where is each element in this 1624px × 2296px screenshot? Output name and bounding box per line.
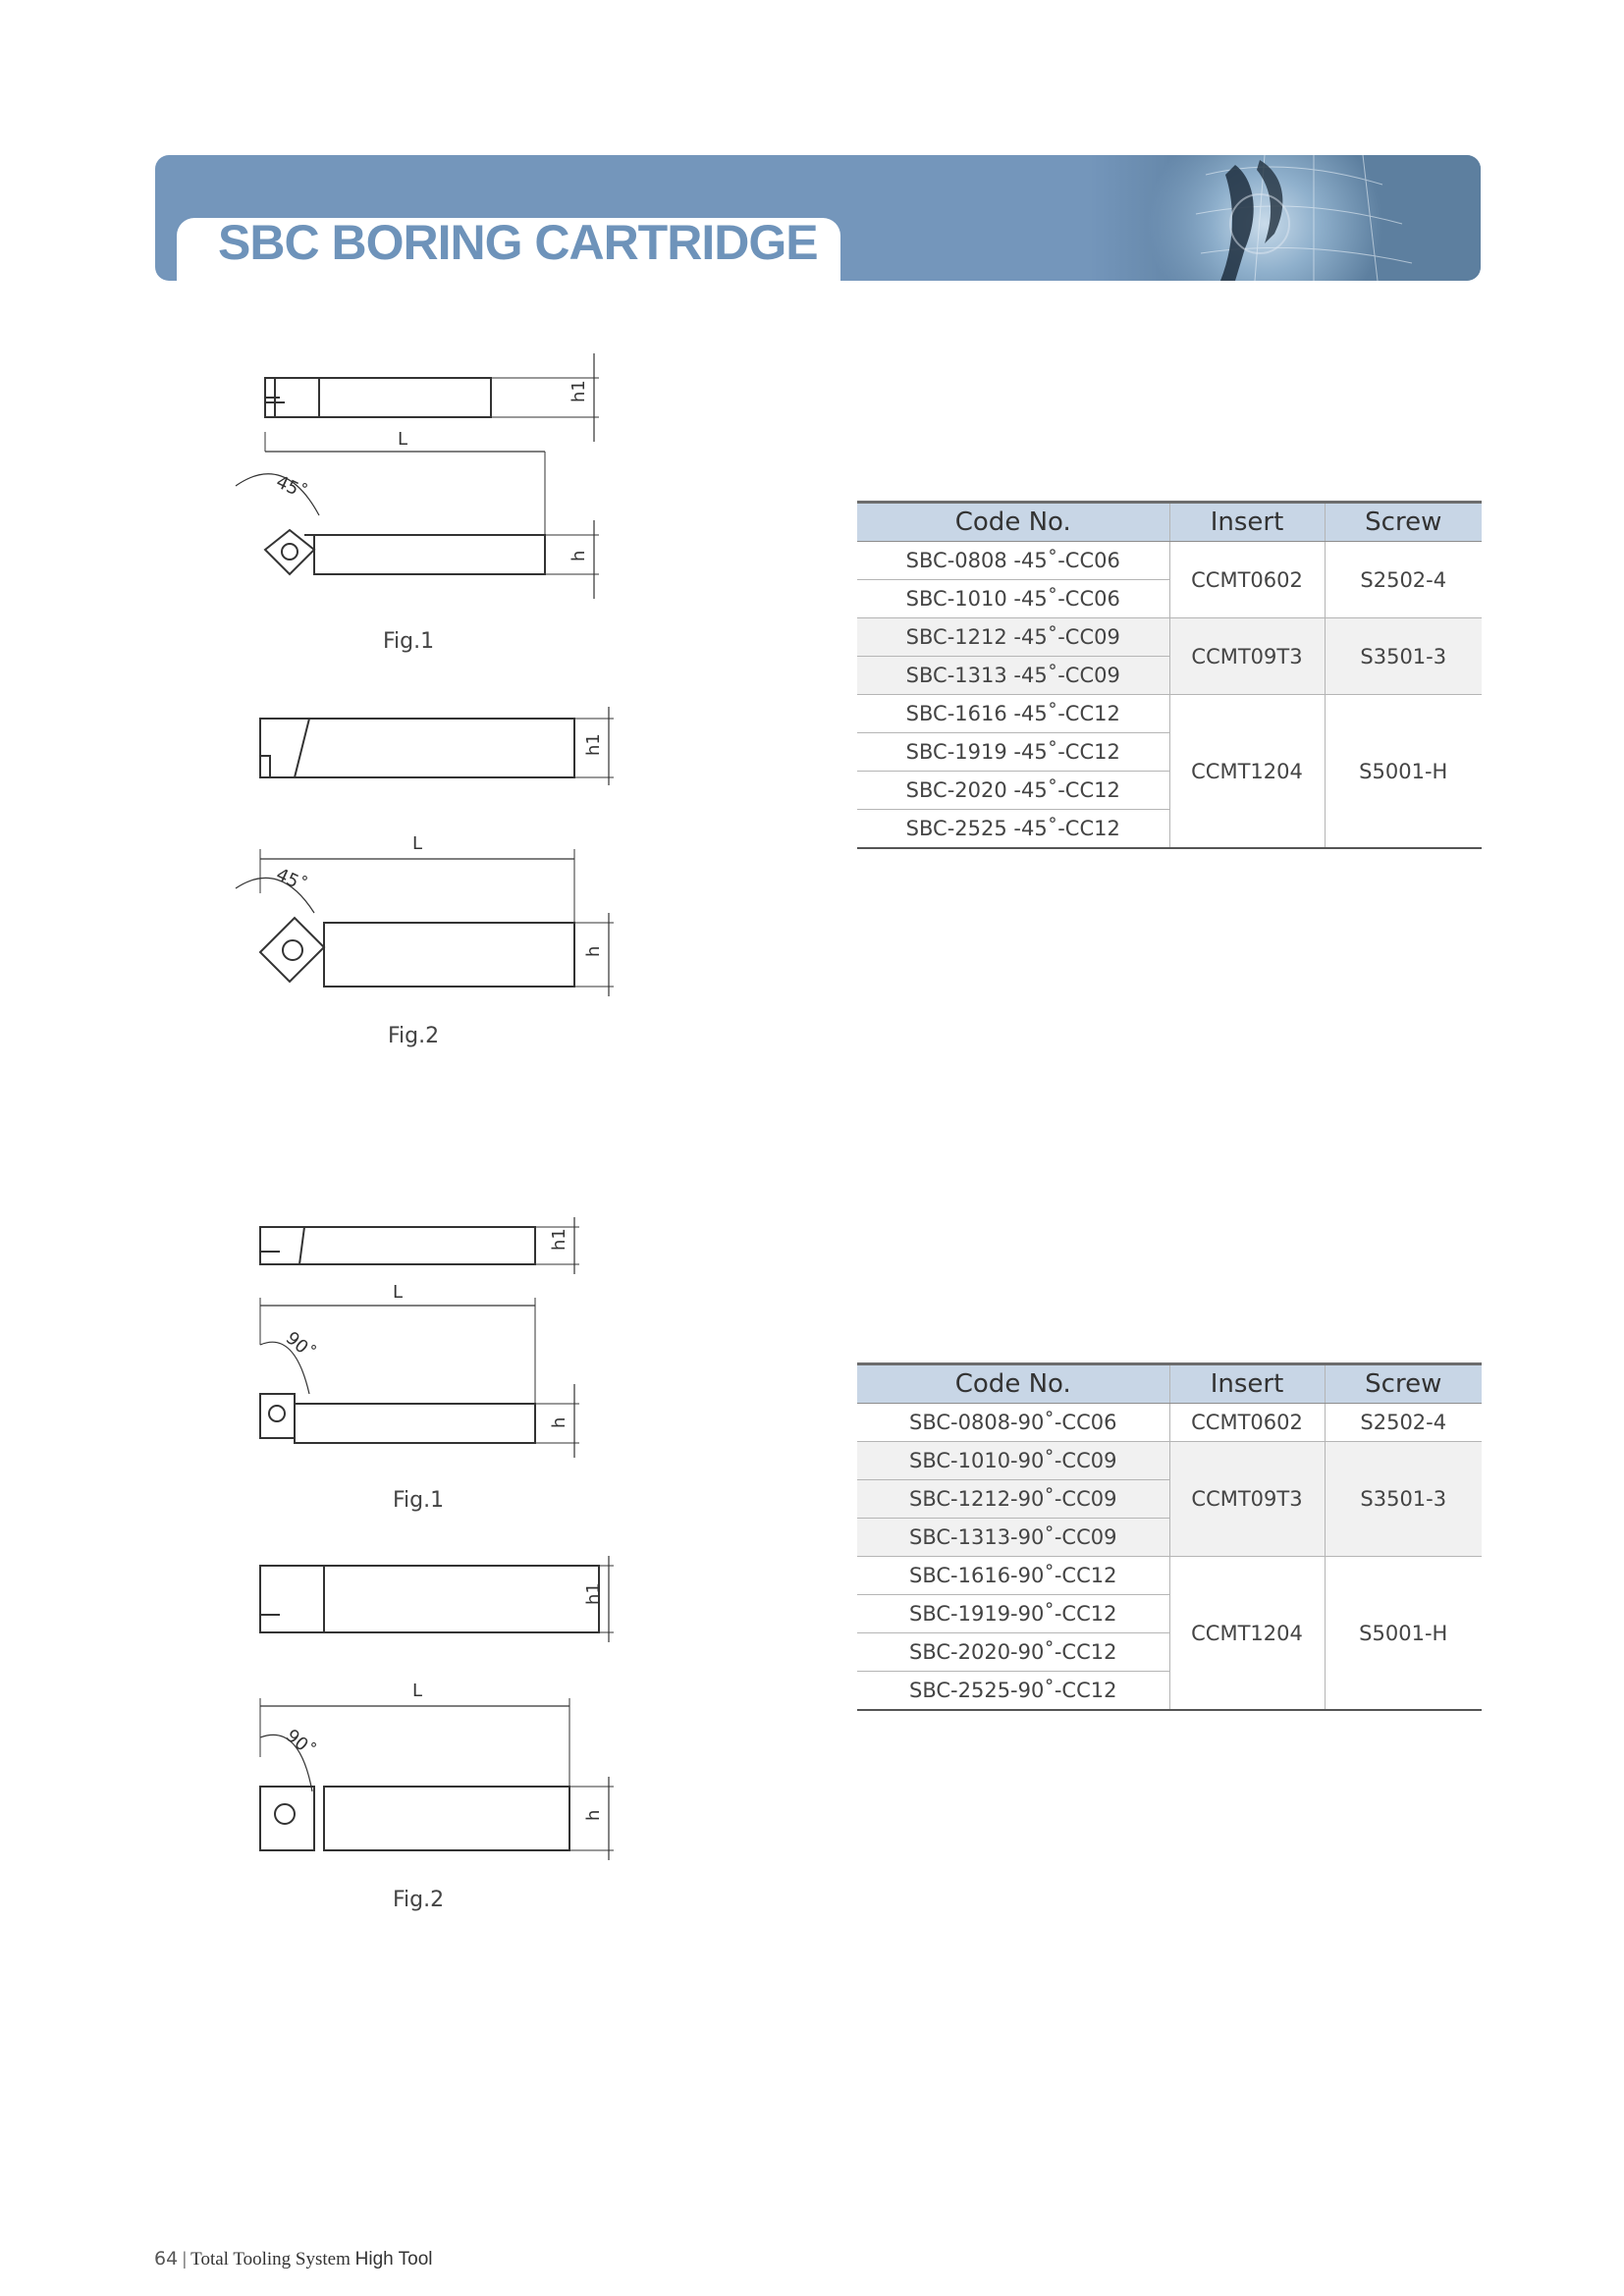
code-cell: SBC-1919-90˚-CC12 bbox=[857, 1595, 1169, 1633]
header-insert: Insert bbox=[1169, 503, 1325, 542]
screw-cell: S3501-3 bbox=[1325, 1442, 1482, 1557]
spec-table-45 bbox=[857, 501, 1482, 849]
dim-h1-label: h1 bbox=[568, 380, 589, 402]
code-cell: SBC-2525 -45˚-CC12 bbox=[857, 810, 1169, 849]
table-row bbox=[857, 1404, 1482, 1442]
insert-cell: CCMT1204 bbox=[1169, 1557, 1325, 1711]
table-row bbox=[857, 1557, 1482, 1595]
fig2-side-view-90 bbox=[260, 1556, 614, 1642]
fig1-top-view-45 bbox=[265, 520, 599, 599]
angle-90-label: 90˚ bbox=[281, 1327, 319, 1364]
dim-l-label: L bbox=[398, 429, 408, 450]
insert-cell: CCMT09T3 bbox=[1169, 1442, 1325, 1557]
screw-cell: S5001-H bbox=[1325, 1557, 1482, 1711]
footer-separator: | bbox=[182, 2249, 187, 2269]
fig1-top-view-90 bbox=[260, 1384, 579, 1458]
fig2-caption: Fig.2 bbox=[388, 1024, 440, 1048]
header-insert: Insert bbox=[1169, 1364, 1325, 1404]
table-row bbox=[857, 618, 1482, 657]
screw-cell: S5001-H bbox=[1325, 695, 1482, 849]
code-cell: SBC-1313-90˚-CC09 bbox=[857, 1519, 1169, 1557]
header-code-no: Code No. bbox=[857, 1364, 1169, 1404]
code-cell: SBC-1212 -45˚-CC09 bbox=[857, 618, 1169, 657]
header-photo bbox=[1088, 155, 1481, 281]
code-cell: SBC-2525-90˚-CC12 bbox=[857, 1672, 1169, 1711]
code-cell: SBC-2020 -45˚-CC12 bbox=[857, 772, 1169, 810]
drawing-90-degree bbox=[226, 1207, 638, 1924]
dim-h1-label-4: h1 bbox=[583, 1582, 604, 1605]
insert-cell: CCMT09T3 bbox=[1169, 618, 1325, 695]
screw-cell: S2502-4 bbox=[1325, 1404, 1482, 1442]
dim-h-label: h bbox=[568, 550, 589, 561]
dim-l-label-3: L bbox=[393, 1282, 404, 1303]
angle-45-label: 45˚ bbox=[272, 471, 310, 505]
screw-cell: S3501-3 bbox=[1325, 618, 1482, 695]
footer-text: Total Tooling System bbox=[190, 2249, 351, 2269]
fig2-caption-2: Fig.2 bbox=[393, 1888, 445, 1912]
angle-90-label-2: 90˚ bbox=[281, 1725, 319, 1762]
dim-l-label-4: L bbox=[412, 1681, 423, 1701]
table-row bbox=[857, 695, 1482, 733]
code-cell: SBC-0808 -45˚-CC06 bbox=[857, 542, 1169, 580]
screw-cell: S2502-4 bbox=[1325, 542, 1482, 618]
page-number: 64 bbox=[154, 2248, 179, 2269]
header-screw: Screw bbox=[1325, 503, 1482, 542]
code-cell: SBC-1616-90˚-CC12 bbox=[857, 1557, 1169, 1595]
fig1-side-view-45 bbox=[265, 353, 599, 442]
insert-cell: CCMT1204 bbox=[1169, 695, 1325, 849]
code-cell: SBC-1010 -45˚-CC06 bbox=[857, 580, 1169, 618]
fig1-caption: Fig.1 bbox=[383, 629, 435, 654]
dim-h-label-2: h bbox=[583, 945, 604, 957]
fig1-caption-2: Fig.1 bbox=[393, 1488, 445, 1513]
table-header-row bbox=[857, 1364, 1482, 1404]
machine-graphic-icon bbox=[1088, 155, 1481, 281]
dim-h-label-3: h bbox=[549, 1416, 569, 1428]
code-cell: SBC-1010-90˚-CC09 bbox=[857, 1442, 1169, 1480]
fig2-side-view-45 bbox=[260, 707, 614, 785]
code-cell: SBC-1313 -45˚-CC09 bbox=[857, 657, 1169, 695]
header-screw: Screw bbox=[1325, 1364, 1482, 1404]
code-cell: SBC-1212-90˚-CC09 bbox=[857, 1480, 1169, 1519]
code-cell: SBC-1919 -45˚-CC12 bbox=[857, 733, 1169, 772]
fig2-top-view-45 bbox=[260, 913, 614, 996]
fig1-side-view-90 bbox=[260, 1217, 579, 1274]
page-footer bbox=[154, 2248, 433, 2270]
footer-brand: High Tool bbox=[354, 2249, 433, 2269]
dim-h1-label-3: h1 bbox=[549, 1228, 569, 1251]
spec-table-90 bbox=[857, 1362, 1482, 1711]
table-row bbox=[857, 542, 1482, 580]
code-cell: SBC-1616 -45˚-CC12 bbox=[857, 695, 1169, 733]
dim-h1-label-2: h1 bbox=[583, 733, 604, 756]
table-header-row bbox=[857, 503, 1482, 542]
fig2-top-view-90 bbox=[260, 1777, 614, 1860]
page-title: SBC BORING CARTRIDGE bbox=[218, 215, 818, 270]
header-code-no: Code No. bbox=[857, 503, 1169, 542]
drawing-45-degree bbox=[226, 344, 638, 1070]
dim-h-label-4: h bbox=[583, 1809, 604, 1821]
code-cell: SBC-0808-90˚-CC06 bbox=[857, 1404, 1169, 1442]
insert-cell: CCMT0602 bbox=[1169, 542, 1325, 618]
table-row bbox=[857, 1442, 1482, 1480]
code-cell: SBC-2020-90˚-CC12 bbox=[857, 1633, 1169, 1672]
insert-cell: CCMT0602 bbox=[1169, 1404, 1325, 1442]
dim-l-label-2: L bbox=[412, 833, 423, 854]
angle-45-label-2: 45˚ bbox=[272, 864, 310, 897]
